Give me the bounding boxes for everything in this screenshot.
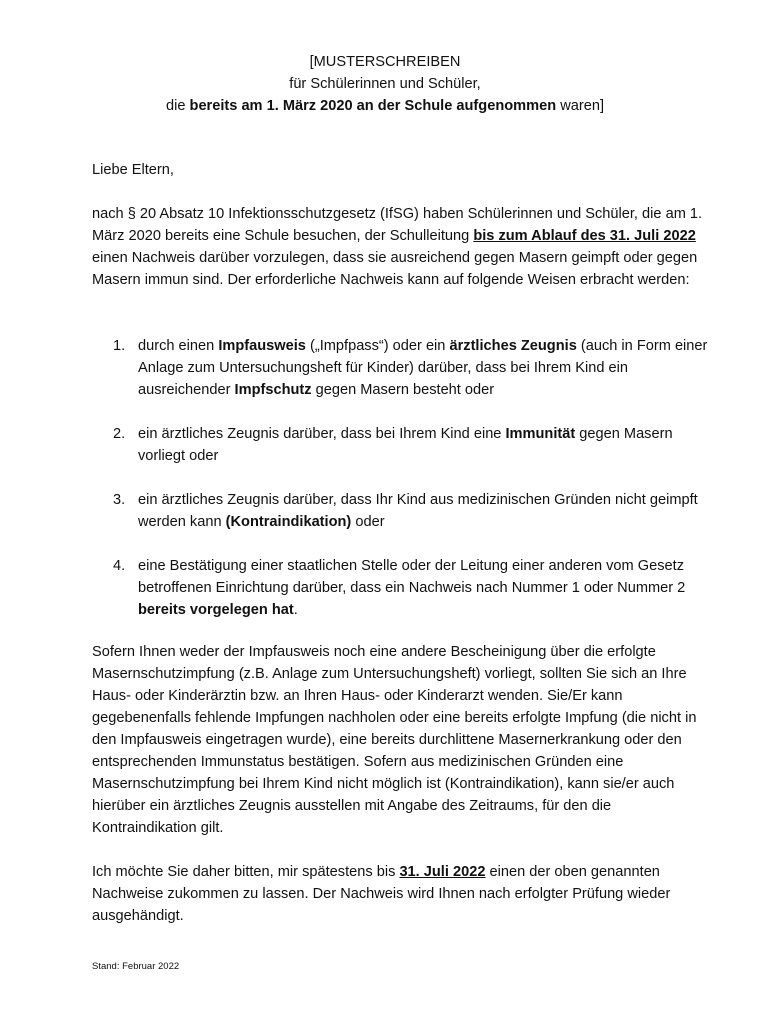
list-item-bold: (Kontraindikation): [225, 514, 352, 530]
intro-paragraph: [92, 203, 717, 291]
list-item-bold: Impfausweis: [218, 338, 306, 354]
header-line-3-post: waren]: [556, 98, 604, 114]
list-item: [92, 555, 717, 621]
list-item-text: oder: [351, 514, 385, 530]
list-item-text: (auch in Form einer Anlage zum Untersuchungsheft für Kinder) darüber, dass bei Ihrem Kind ein ausreichender: [138, 338, 708, 398]
list-item-number: 2.: [113, 426, 126, 442]
header-line-1: [MUSTERSCHREIBEN: [309, 54, 461, 70]
list-item-text: eine Bestätigung einer staatlichen Stelle oder der Leitung einer anderen vom Gesetz betroffenen Einrichtung darüber, dass ein Nachweis nach Nummer 1 oder Nummer 2: [138, 558, 686, 596]
list-item-text: ein ärztliches Zeugnis darüber, dass bei Ihrem Kind eine: [138, 426, 506, 442]
list-item-number: 3.: [113, 492, 126, 508]
list-item-bold: ärztliches Zeugnis: [449, 338, 577, 354]
header-line-3: [0, 95, 770, 117]
request-date: 31. Juli 2022: [399, 864, 486, 880]
request-text-2: einen der oben genannten Nachweise zukommen zu lassen. Der Nachweis wird Ihnen nach erfolgter Prüfung wieder ausgehändigt.: [92, 864, 671, 924]
list-item-bold: Impfschutz: [234, 382, 312, 398]
header-line-3-pre: die: [166, 98, 190, 114]
request-paragraph: [92, 861, 717, 927]
list-item-text: .: [293, 602, 298, 618]
list-item: [92, 335, 717, 401]
list-item-text: ein ärztliches Zeugnis darüber, dass Ihr Kind aus medizinischen Gründen nicht geimpft werden kann: [138, 492, 698, 530]
list-item-bold: Immunität: [505, 426, 576, 442]
letter-header: [0, 51, 770, 117]
intro-text-2: einen Nachweis darüber vorzulegen, dass sie ausreichend gegen Masern geimpft oder gegen Masern immun sind. Der erforderliche Nachweis kann auf folgende Weisen erbracht werden:: [92, 250, 698, 288]
intro-text-1: nach § 20 Absatz 10 Infektionsschutzgesetz (IfSG) haben Schülerinnen und Schüler, die am 1. März 2020 bereits eine Schule besuchen, der Schulleitung: [92, 206, 703, 244]
request-text-1: Ich möchte Sie daher bitten, mir spätestens bis: [92, 864, 400, 880]
footer-status: Stand: Februar 2022: [92, 961, 180, 972]
header-line-3-bold: bereits am 1. März 2020 an der Schule aufgenommen: [189, 98, 557, 114]
salutation: Liebe Eltern,: [92, 162, 174, 178]
list-item-number: 4.: [113, 558, 126, 574]
list-item-number: 1.: [113, 338, 126, 354]
advice-paragraph: Sofern Ihnen weder der Impfausweis noch eine andere Bescheinigung über die erfolgte Masernschutzimpfung (z.B. Anlage zum Untersuchungsheft) vorliegt, sollten Sie sich an Ihre Haus- oder Kinderärztin bzw. an Ihren Haus- oder Kinderarzt wenden. Sie/Er kann gegebenenfalls fehlende Impfungen nachholen oder eine bereits erfolgte Impfung (die nicht in den Impfausweis eingetragen wurde), eine bereits durchlittene Masernerkrankung oder den entsprechenden Immunstatus bestätigen. Sofern aus medizinischen Gründen eine Masernschutzimpfung bei Ihrem Kind nicht möglich ist (Kontraindikation), kann sie/er auch hierüber ein ärztliches Zeugnis ausstellen mit Angabe des Zeitraums, für den die Kontraindikation gilt.: [92, 644, 697, 836]
list-item: [92, 423, 717, 467]
list-item-text: gegen Masern vorliegt oder: [138, 426, 673, 464]
list-item-text: gegen Masern besteht oder: [311, 382, 495, 398]
deadline-text: bis zum Ablauf des 31. Juli 2022: [473, 228, 696, 244]
list-item-text: („Impfpass“) oder ein: [305, 338, 450, 354]
evidence-list: [92, 335, 717, 621]
list-item-bold: bereits vorgelegen hat: [138, 602, 294, 618]
header-line-2: für Schülerinnen und Schüler,: [289, 76, 481, 92]
list-item: [92, 489, 717, 533]
list-item-text: durch einen: [138, 338, 219, 354]
